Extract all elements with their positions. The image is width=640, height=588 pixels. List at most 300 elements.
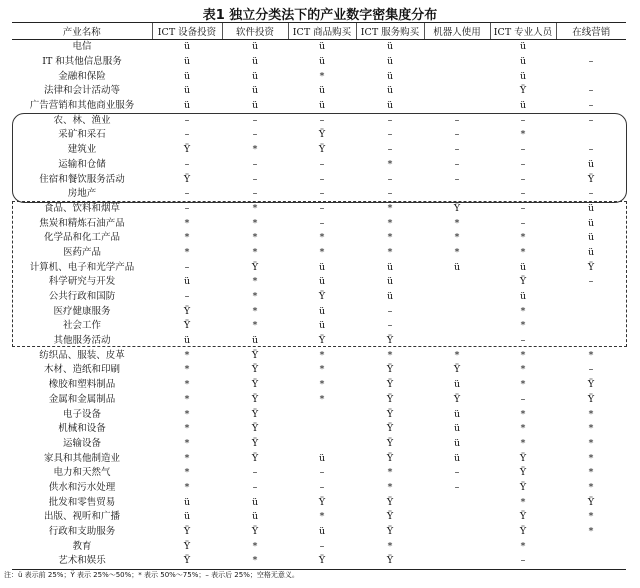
density-mark: * <box>184 437 190 449</box>
density-mark: Ÿ <box>251 393 259 405</box>
density-mark: – <box>387 144 393 156</box>
density-mark: – <box>588 144 594 156</box>
density-mark: – <box>319 114 325 126</box>
density-mark: Ÿ <box>386 335 394 347</box>
density-mark: * <box>319 349 325 361</box>
table-row <box>12 55 626 70</box>
density-table <box>12 22 626 570</box>
density-mark <box>424 99 490 114</box>
density-mark: – <box>520 188 526 200</box>
industry-name: 公共行政和国防 <box>48 291 116 303</box>
density-mark: – <box>184 129 190 141</box>
density-mark: ü <box>251 496 259 508</box>
density-mark: Ÿ <box>386 526 394 538</box>
density-mark: Ÿ <box>386 364 394 376</box>
density-mark <box>424 275 490 290</box>
industry-name: 纺织品、服装、皮革 <box>39 349 125 361</box>
density-mark: ü <box>183 100 191 112</box>
density-mark: – <box>520 173 526 185</box>
density-mark: – <box>520 144 526 156</box>
table-body <box>12 40 626 570</box>
density-mark: ü <box>386 41 394 53</box>
density-mark: Ÿ <box>519 526 527 538</box>
density-mark: * <box>252 217 258 229</box>
density-mark: – <box>454 481 460 493</box>
density-mark: * <box>588 452 594 464</box>
density-mark: ü <box>183 496 191 508</box>
table-row <box>12 539 626 554</box>
table-row <box>12 202 626 217</box>
density-mark: Ÿ <box>519 85 527 97</box>
density-mark <box>288 407 356 422</box>
industry-name: 电子设备 <box>62 408 101 420</box>
density-mark: – <box>520 217 526 229</box>
header-col-6: ICT 专业人员 <box>490 23 556 40</box>
density-mark: ü <box>587 202 595 214</box>
density-mark: Ÿ <box>386 379 394 391</box>
density-mark: Ÿ <box>587 261 595 273</box>
density-mark: * <box>387 540 393 552</box>
density-mark: * <box>520 364 526 376</box>
density-mark: Ÿ <box>453 202 461 214</box>
industry-name: 金属和金属制品 <box>48 393 116 405</box>
density-mark: Ÿ <box>251 452 259 464</box>
density-mark: ü <box>519 70 527 82</box>
density-mark <box>556 128 626 143</box>
density-mark: – <box>319 173 325 185</box>
density-mark: * <box>184 364 190 376</box>
industry-name: 焦炭和精炼石油产品 <box>39 217 125 229</box>
density-mark: ü <box>318 320 326 332</box>
table-row <box>12 84 626 99</box>
density-mark: – <box>490 554 556 569</box>
density-mark: Ÿ <box>183 305 191 317</box>
density-mark: * <box>319 246 325 258</box>
density-mark: – <box>588 114 594 126</box>
table-row <box>12 40 626 55</box>
density-mark: Ÿ <box>386 496 394 508</box>
density-mark: * <box>184 408 190 420</box>
density-mark <box>556 290 626 305</box>
table-row <box>12 378 626 393</box>
header-col-2: 软件投资 <box>222 23 288 40</box>
density-mark: ü <box>183 70 191 82</box>
density-mark: * <box>520 437 526 449</box>
density-mark <box>424 84 490 99</box>
density-mark: Ÿ <box>318 144 326 156</box>
industry-name: 教育 <box>72 540 92 552</box>
industry-name: 房地产 <box>67 188 97 200</box>
density-mark: – <box>454 114 460 126</box>
density-mark: Ÿ <box>152 554 222 569</box>
industry-name: 金融和保险 <box>58 70 106 82</box>
density-mark: – <box>387 129 393 141</box>
density-mark: Ÿ <box>288 554 356 569</box>
table-row <box>12 113 626 128</box>
density-mark: * <box>252 144 258 156</box>
density-mark: ü <box>318 452 326 464</box>
industry-name: 批发和零售贸易 <box>48 496 116 508</box>
table-row <box>12 158 626 173</box>
density-mark: Ÿ <box>183 144 191 156</box>
density-mark: – <box>252 158 258 170</box>
density-mark: * <box>454 246 460 258</box>
industry-name: 计算机、电子和光学产品 <box>29 261 135 273</box>
density-mark <box>556 539 626 554</box>
industry-name: 电信 <box>72 41 92 53</box>
density-mark: – <box>252 467 258 479</box>
density-mark: – <box>588 364 594 376</box>
density-mark: Ÿ <box>318 496 326 508</box>
density-mark: * <box>252 202 258 214</box>
density-mark: – <box>387 173 393 185</box>
density-mark: * <box>588 511 594 523</box>
density-mark: – <box>319 217 325 229</box>
density-mark: Ÿ <box>587 379 595 391</box>
density-mark: * <box>184 232 190 244</box>
density-mark: – <box>319 540 325 552</box>
table-row <box>12 275 626 290</box>
table-row <box>12 348 626 363</box>
density-mark: * <box>520 232 526 244</box>
density-mark: ü <box>519 100 527 112</box>
density-mark <box>556 334 626 349</box>
table-row <box>12 290 626 305</box>
table-header <box>12 23 626 40</box>
density-mark: ü <box>453 437 461 449</box>
density-mark: * <box>387 481 393 493</box>
density-mark: ü <box>183 41 191 53</box>
industry-name: 艺术和娱乐 <box>12 554 152 569</box>
density-mark: – <box>454 173 460 185</box>
density-mark: – <box>252 114 258 126</box>
density-mark: * <box>252 276 258 288</box>
density-mark: Ÿ <box>251 379 259 391</box>
density-mark: * <box>387 202 393 214</box>
density-mark: – <box>319 158 325 170</box>
density-mark: – <box>588 276 594 288</box>
table-row <box>12 187 626 202</box>
density-mark: ü <box>587 232 595 244</box>
density-mark: * <box>184 393 190 405</box>
density-mark: Ÿ <box>183 526 191 538</box>
density-mark: * <box>184 217 190 229</box>
table-row <box>12 260 626 275</box>
density-mark: – <box>520 393 526 405</box>
table-row <box>12 319 626 334</box>
industry-name: 农、林、渔业 <box>53 114 111 126</box>
density-mark: ü <box>587 246 595 258</box>
density-mark: * <box>184 379 190 391</box>
density-mark: ü <box>519 261 527 273</box>
density-mark: ü <box>453 452 461 464</box>
density-mark: – <box>319 188 325 200</box>
density-mark: * <box>252 246 258 258</box>
density-mark: – <box>454 158 460 170</box>
table-row <box>12 231 626 246</box>
density-mark: Ÿ <box>519 452 527 464</box>
density-mark: ü <box>386 56 394 68</box>
density-mark <box>288 437 356 452</box>
density-mark: * <box>387 246 393 258</box>
density-mark: * <box>319 70 325 82</box>
density-mark <box>424 304 490 319</box>
table-row <box>12 246 626 261</box>
density-mark <box>424 495 490 510</box>
density-mark: ü <box>318 261 326 273</box>
density-mark: Ÿ <box>183 173 191 185</box>
header-industry-name: 产业名称 <box>12 23 152 40</box>
density-mark: * <box>252 305 258 317</box>
density-mark: – <box>319 467 325 479</box>
density-mark <box>556 319 626 334</box>
density-mark: ü <box>453 379 461 391</box>
density-mark: * <box>319 364 325 376</box>
density-mark: ü <box>318 100 326 112</box>
density-mark: * <box>454 217 460 229</box>
industry-name: 食品、饮料和烟草 <box>43 202 120 214</box>
density-mark: * <box>319 511 325 523</box>
header-col-4: ICT 服务购买 <box>356 23 424 40</box>
density-mark: ü <box>251 41 259 53</box>
industry-name: 科学研究与开发 <box>48 276 116 288</box>
density-mark: Ÿ <box>318 129 326 141</box>
density-mark: Ÿ <box>386 452 394 464</box>
density-mark: * <box>184 467 190 479</box>
density-mark: Ÿ <box>519 276 527 288</box>
density-mark: Ÿ <box>251 408 259 420</box>
density-mark <box>556 40 626 55</box>
density-mark: * <box>520 305 526 317</box>
density-mark: ü <box>519 291 527 303</box>
header-col-5: 机器人使用 <box>424 23 490 40</box>
table-row <box>12 481 626 496</box>
density-mark: ü <box>251 100 259 112</box>
density-mark: * <box>520 320 526 332</box>
density-mark <box>424 187 490 202</box>
density-mark: * <box>184 452 190 464</box>
density-mark: – <box>387 114 393 126</box>
industry-name: 运输和仓储 <box>58 158 106 170</box>
density-mark: ü <box>183 56 191 68</box>
density-mark: – <box>252 188 258 200</box>
table-row <box>12 99 626 114</box>
density-mark: * <box>454 349 460 361</box>
density-mark: Ÿ <box>386 393 394 405</box>
density-mark: * <box>520 349 526 361</box>
density-mark: Ÿ <box>251 526 259 538</box>
density-mark: – <box>184 188 190 200</box>
industry-name: 出版、视听和广播 <box>43 511 120 523</box>
density-mark: ü <box>453 408 461 420</box>
density-mark: * <box>588 467 594 479</box>
density-mark: – <box>588 85 594 97</box>
density-mark: ü <box>386 291 394 303</box>
density-mark: ü <box>183 85 191 97</box>
density-mark: – <box>588 188 594 200</box>
density-mark: – <box>588 56 594 68</box>
industry-name: 住宿和餐饮服务活动 <box>39 173 125 185</box>
density-mark: * <box>184 246 190 258</box>
density-mark: – <box>387 320 393 332</box>
table-row <box>12 554 626 569</box>
density-mark: * <box>387 467 393 479</box>
industry-name: 医药产品 <box>62 246 101 258</box>
density-mark: ü <box>386 276 394 288</box>
table-row <box>12 422 626 437</box>
density-mark: Ÿ <box>587 173 595 185</box>
industry-name: 建筑业 <box>67 144 97 156</box>
density-mark: ü <box>453 423 461 435</box>
density-mark: * <box>520 246 526 258</box>
density-mark <box>556 304 626 319</box>
industry-name: 化学品和化工产品 <box>43 232 120 244</box>
table-title: 表1 独立分类法下的产业数字密集度分布 <box>202 8 438 23</box>
density-mark: * <box>252 540 258 552</box>
density-mark: Ÿ <box>386 437 394 449</box>
density-mark: * <box>454 232 460 244</box>
density-mark: Ÿ <box>519 481 527 493</box>
density-mark: ü <box>453 261 461 273</box>
density-mark: ü <box>251 511 259 523</box>
density-mark: – <box>252 173 258 185</box>
density-mark: * <box>588 423 594 435</box>
density-mark: * <box>520 496 526 508</box>
density-mark: – <box>520 158 526 170</box>
density-mark: * <box>252 291 258 303</box>
density-mark: ü <box>519 56 527 68</box>
table-row <box>12 216 626 231</box>
density-mark: ü <box>251 56 259 68</box>
table-note: 注：ü 表示前 25%；Ÿ 表示 25%～50%；* 表示 50%～75%；– 表示后 25%；空格无意义。 <box>4 571 299 579</box>
density-mark: – <box>319 481 325 493</box>
density-mark: * <box>184 349 190 361</box>
density-mark: ü <box>318 526 326 538</box>
density-mark: * <box>387 158 393 170</box>
density-mark: ü <box>318 85 326 97</box>
industry-name: 社会工作 <box>62 320 101 332</box>
density-mark: * <box>520 408 526 420</box>
density-mark: * <box>184 423 190 435</box>
density-mark: Ÿ <box>251 349 259 361</box>
density-mark <box>424 290 490 305</box>
density-mark: – <box>184 291 190 303</box>
density-mark: * <box>387 349 393 361</box>
density-mark: ü <box>183 335 191 347</box>
density-mark: Ÿ <box>183 320 191 332</box>
industry-name: 采矿和采石 <box>58 129 106 141</box>
density-mark: Ÿ <box>386 408 394 420</box>
density-mark: ü <box>251 335 259 347</box>
header-col-3: ICT 商品购买 <box>288 23 356 40</box>
density-mark: * <box>319 379 325 391</box>
density-mark: ü <box>251 70 259 82</box>
density-mark <box>424 539 490 554</box>
density-mark: Ÿ <box>183 540 191 552</box>
density-mark: ü <box>519 41 527 53</box>
density-mark: – <box>454 144 460 156</box>
density-mark: – <box>184 158 190 170</box>
table-row <box>12 304 626 319</box>
density-mark: ü <box>386 85 394 97</box>
density-mark: Ÿ <box>251 423 259 435</box>
industry-name: 木材、造纸和印刷 <box>43 364 120 376</box>
density-mark: – <box>387 188 393 200</box>
density-mark <box>424 40 490 55</box>
table-row <box>12 69 626 84</box>
density-mark <box>556 554 626 569</box>
table-row <box>12 525 626 540</box>
density-mark: * <box>588 408 594 420</box>
density-mark: Ÿ <box>251 437 259 449</box>
density-mark: Ÿ <box>587 496 595 508</box>
density-mark: – <box>520 114 526 126</box>
density-mark: * <box>588 437 594 449</box>
industry-name: 电力和天然气 <box>53 467 111 479</box>
table-row <box>12 495 626 510</box>
density-mark: ü <box>386 70 394 82</box>
density-mark: – <box>454 467 460 479</box>
table-row <box>12 363 626 378</box>
density-mark: * <box>319 393 325 405</box>
density-mark: Ÿ <box>519 467 527 479</box>
industry-name: 运输设备 <box>62 437 101 449</box>
density-mark <box>556 69 626 84</box>
density-mark: ü <box>318 56 326 68</box>
density-mark <box>424 334 490 349</box>
density-mark: Ÿ <box>318 291 326 303</box>
density-mark: ü <box>318 276 326 288</box>
density-mark <box>424 319 490 334</box>
density-mark: – <box>252 129 258 141</box>
density-mark: ü <box>587 158 595 170</box>
industry-name: 橡胶和塑料制品 <box>48 379 116 391</box>
density-mark: * <box>319 232 325 244</box>
density-mark: * <box>588 526 594 538</box>
density-mark: – <box>184 114 190 126</box>
density-mark <box>288 422 356 437</box>
density-mark <box>424 55 490 70</box>
industry-name: 其他服务活动 <box>53 335 111 347</box>
density-mark: * <box>520 379 526 391</box>
density-mark: ü <box>183 276 191 288</box>
density-mark: * <box>387 217 393 229</box>
density-mark: Ÿ <box>453 364 461 376</box>
industry-name: 医疗健康服务 <box>53 305 111 317</box>
density-mark: * <box>520 129 526 141</box>
density-mark: * <box>520 540 526 552</box>
density-mark: Ÿ <box>251 364 259 376</box>
density-mark: ü <box>318 41 326 53</box>
density-mark: ü <box>386 100 394 112</box>
density-mark: – <box>319 202 325 214</box>
table-row <box>12 451 626 466</box>
density-mark: * <box>184 481 190 493</box>
density-mark: Ÿ <box>318 335 326 347</box>
density-mark: * <box>252 320 258 332</box>
industry-name: IT 和其他信息服务 <box>42 56 122 68</box>
industry-name: 家具和其他制造业 <box>43 452 120 464</box>
industry-name: 广告营销和其他商业服务 <box>29 100 135 112</box>
density-mark <box>424 69 490 84</box>
industry-name: 供水和污水处理 <box>48 481 116 493</box>
density-mark: – <box>252 481 258 493</box>
header-col-7: 在线营销 <box>556 23 626 40</box>
density-mark: Ÿ <box>251 261 259 273</box>
density-mark: Ÿ <box>587 393 595 405</box>
density-mark: – <box>520 335 526 347</box>
table-row <box>12 437 626 452</box>
